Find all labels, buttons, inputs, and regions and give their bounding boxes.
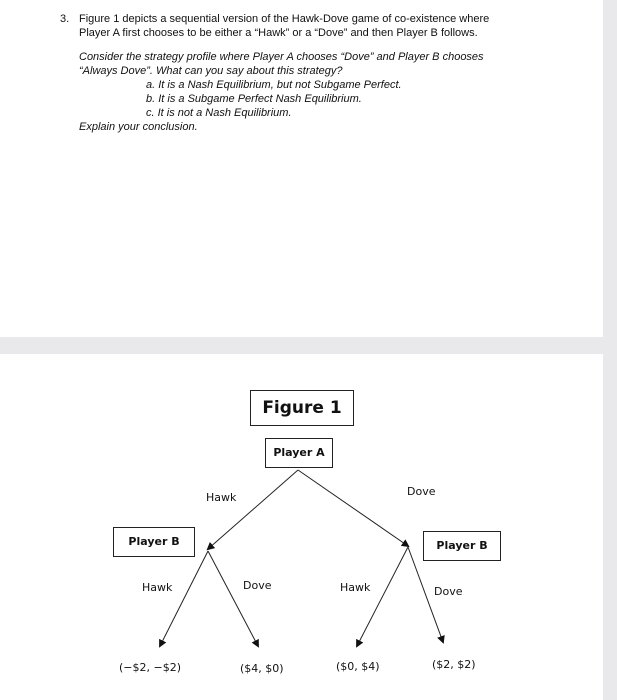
closing-instruction: Explain your conclusion. <box>79 121 198 133</box>
figure-title: Figure 1 <box>250 390 354 426</box>
payoff-dove-dove: ($2, $2) <box>432 658 476 671</box>
option-b: b. It is a Subgame Perfect Nash Equilibrium. <box>146 93 362 105</box>
player-b-left-node: Player B <box>113 527 195 557</box>
option-a: a. It is a Nash Equilibrium, but not Subgame Perfect. <box>146 79 402 91</box>
edge-left-hawk <box>160 551 208 646</box>
figure-page <box>0 354 603 700</box>
prompt-line-1: Consider the strategy profile where Player A chooses “Dove” and Player B chooses <box>79 51 484 63</box>
branch-label-b-right-dove: Dove <box>434 585 463 598</box>
payoff-dove-hawk: ($0, $4) <box>336 660 380 673</box>
option-c: c. It is not a Nash Equilibrium. <box>146 107 292 119</box>
game-tree-figure <box>0 354 603 700</box>
answer-options <box>146 78 600 120</box>
branch-label-b-right-hawk: Hawk <box>340 581 371 594</box>
intro-line-2: Player A first chooses to be either a “Hawk” or a “Dove” and then Player B follows. <box>79 27 478 39</box>
branch-label-b-left-hawk: Hawk <box>142 581 173 594</box>
player-a-node: Player A <box>265 438 333 468</box>
branch-label-a-hawk: Hawk <box>206 491 237 504</box>
branch-label-b-left-dove: Dove <box>243 579 272 592</box>
payoff-hawk-hawk: (−$2, −$2) <box>119 661 182 674</box>
branch-label-a-dove: Dove <box>407 485 436 498</box>
payoff-hawk-dove: ($4, $0) <box>240 662 284 675</box>
edge-left-dove <box>208 551 258 646</box>
edge-right-hawk <box>357 547 408 646</box>
question-number: 3. <box>60 13 70 25</box>
question-page <box>0 0 603 337</box>
prompt-line-2: “Always Dove”. What can you say about this strategy? <box>79 65 343 77</box>
player-b-right-node: Player B <box>423 531 501 561</box>
question-block <box>60 12 600 134</box>
intro-line-1: Figure 1 depicts a sequential version of the Hawk-Dove game of co-existence where <box>79 13 490 25</box>
edge-root-dove <box>298 470 408 546</box>
edge-root-hawk <box>208 470 298 549</box>
